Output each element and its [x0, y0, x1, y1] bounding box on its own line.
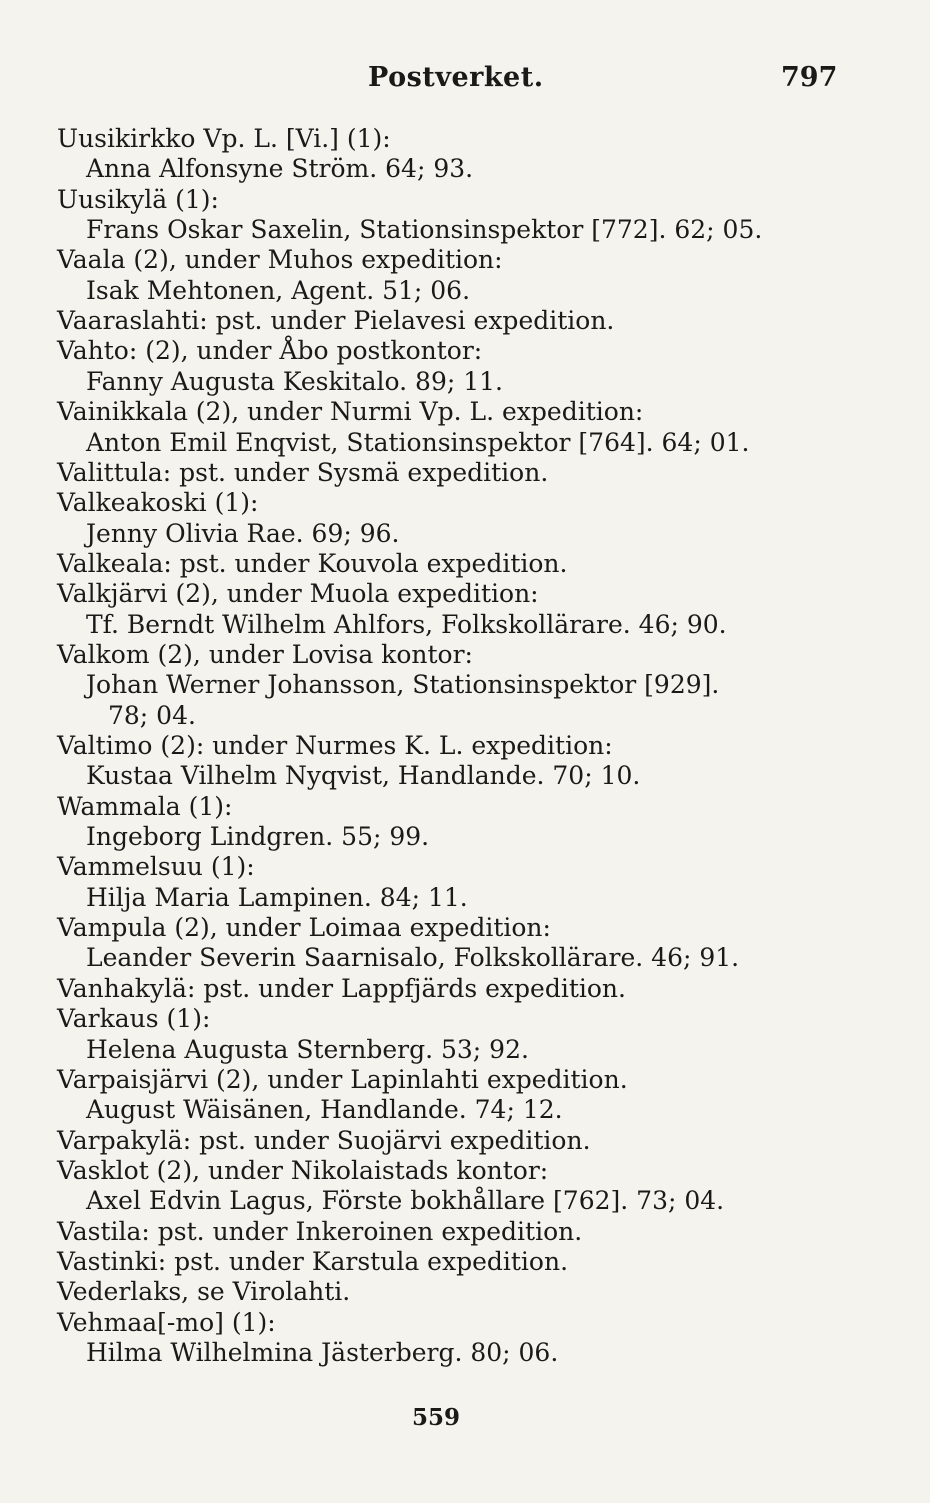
person-entry: Anna Alfonsyne Ström. 64; 93.: [86, 154, 474, 184]
person-entry: Frans Oskar Saxelin, Stationsinspektor [772]. 62; 05.: [86, 215, 763, 245]
entry-continuation: 78; 04.: [108, 700, 196, 730]
person-entry: Jenny Olivia Rae. 69; 96.: [86, 518, 400, 548]
place-entry: Varpakylä: pst. under Suojärvi expedition.: [57, 1125, 591, 1155]
person-entry: Fanny Augusta Keskitalo. 89; 11.: [86, 366, 503, 396]
person-entry: Helena Augusta Sternberg. 53; 92.: [86, 1034, 529, 1064]
running-head: [0, 62, 930, 102]
place-entry: Vehmaa[-mo] (1):: [57, 1307, 276, 1337]
place-entry: Valtimo (2): under Nurmes K. L. expedition:: [57, 731, 613, 760]
place-entry: Uusikirkko Vp. L. [Vi.] (1):: [57, 124, 391, 153]
place-entry: Vahto: (2), under Åbo postkontor:: [57, 336, 483, 366]
place-entry: Vederlaks, se Virolahti.: [57, 1277, 351, 1307]
place-entry: Valkjärvi (2), under Muola expedition:: [57, 579, 539, 609]
person-entry: Axel Edvin Lagus, Förste bokhållare [762]. 73; 04.: [86, 1186, 725, 1216]
place-entry: Uusikylä (1):: [57, 184, 219, 214]
person-entry: August Wäisänen, Handlande. 74; 12.: [86, 1095, 563, 1125]
person-entry: Hilja Maria Lampinen. 84; 11.: [86, 882, 468, 912]
place-entry: Varkaus (1):: [57, 1004, 211, 1034]
place-entry: Vampula (2), under Loimaa expedition:: [57, 913, 551, 943]
person-entry: Anton Emil Enqvist, Stationsinspektor [764]. 64; 01.: [86, 427, 750, 457]
place-entry: Wammala (1):: [57, 791, 233, 821]
place-entry: Vammelsuu (1):: [57, 852, 255, 882]
place-entry: Vastinki: pst. under Karstula expedition.: [57, 1246, 569, 1276]
page-title: Postverket.: [368, 62, 544, 93]
place-entry: Vaaraslahti: pst. under Pielavesi expedition.: [57, 306, 615, 336]
person-entry: Hilma Wilhelmina Jästerberg. 80; 06.: [86, 1338, 559, 1367]
person-entry: Kustaa Vilhelm Nyqvist, Handlande. 70; 10.: [86, 761, 641, 791]
person-entry: Ingeborg Lindgren. 55; 99.: [86, 822, 430, 852]
signature-number: 559: [412, 1404, 461, 1431]
person-entry: Leander Severin Saarnisalo, Folkskollärare. 46; 91.: [86, 943, 740, 973]
person-entry: Isak Mehtonen, Agent. 51; 06.: [86, 275, 471, 305]
place-entry: Varpaisjärvi (2), under Lapinlahti expedition.: [57, 1064, 628, 1094]
place-entry: Valkom (2), under Lovisa kontor:: [57, 639, 473, 669]
place-entry: Vainikkala (2), under Nurmi Vp. L. expedition:: [57, 397, 644, 427]
place-entry: Valkeakoski (1):: [57, 488, 259, 518]
place-entry: Valittula: pst. under Sysmä expedition.: [57, 457, 549, 487]
person-entry: Johan Werner Johansson, Stationsinspektor [929].: [86, 670, 720, 700]
place-entry: Vastila: pst. under Inkeroinen expedition.: [57, 1216, 583, 1246]
place-entry: Vanhakylä: pst. under Lappfjärds expedition.: [57, 973, 626, 1003]
person-entry: Tf. Berndt Wilhelm Ahlfors, Folkskollärare. 46; 90.: [86, 609, 727, 639]
place-entry: Vaala (2), under Muhos expedition:: [57, 245, 503, 275]
place-entry: Vasklot (2), under Nikolaistads kontor:: [57, 1155, 549, 1185]
page-number: 797: [781, 62, 838, 93]
place-entry: Valkeala: pst. under Kouvola expedition.: [57, 548, 568, 578]
